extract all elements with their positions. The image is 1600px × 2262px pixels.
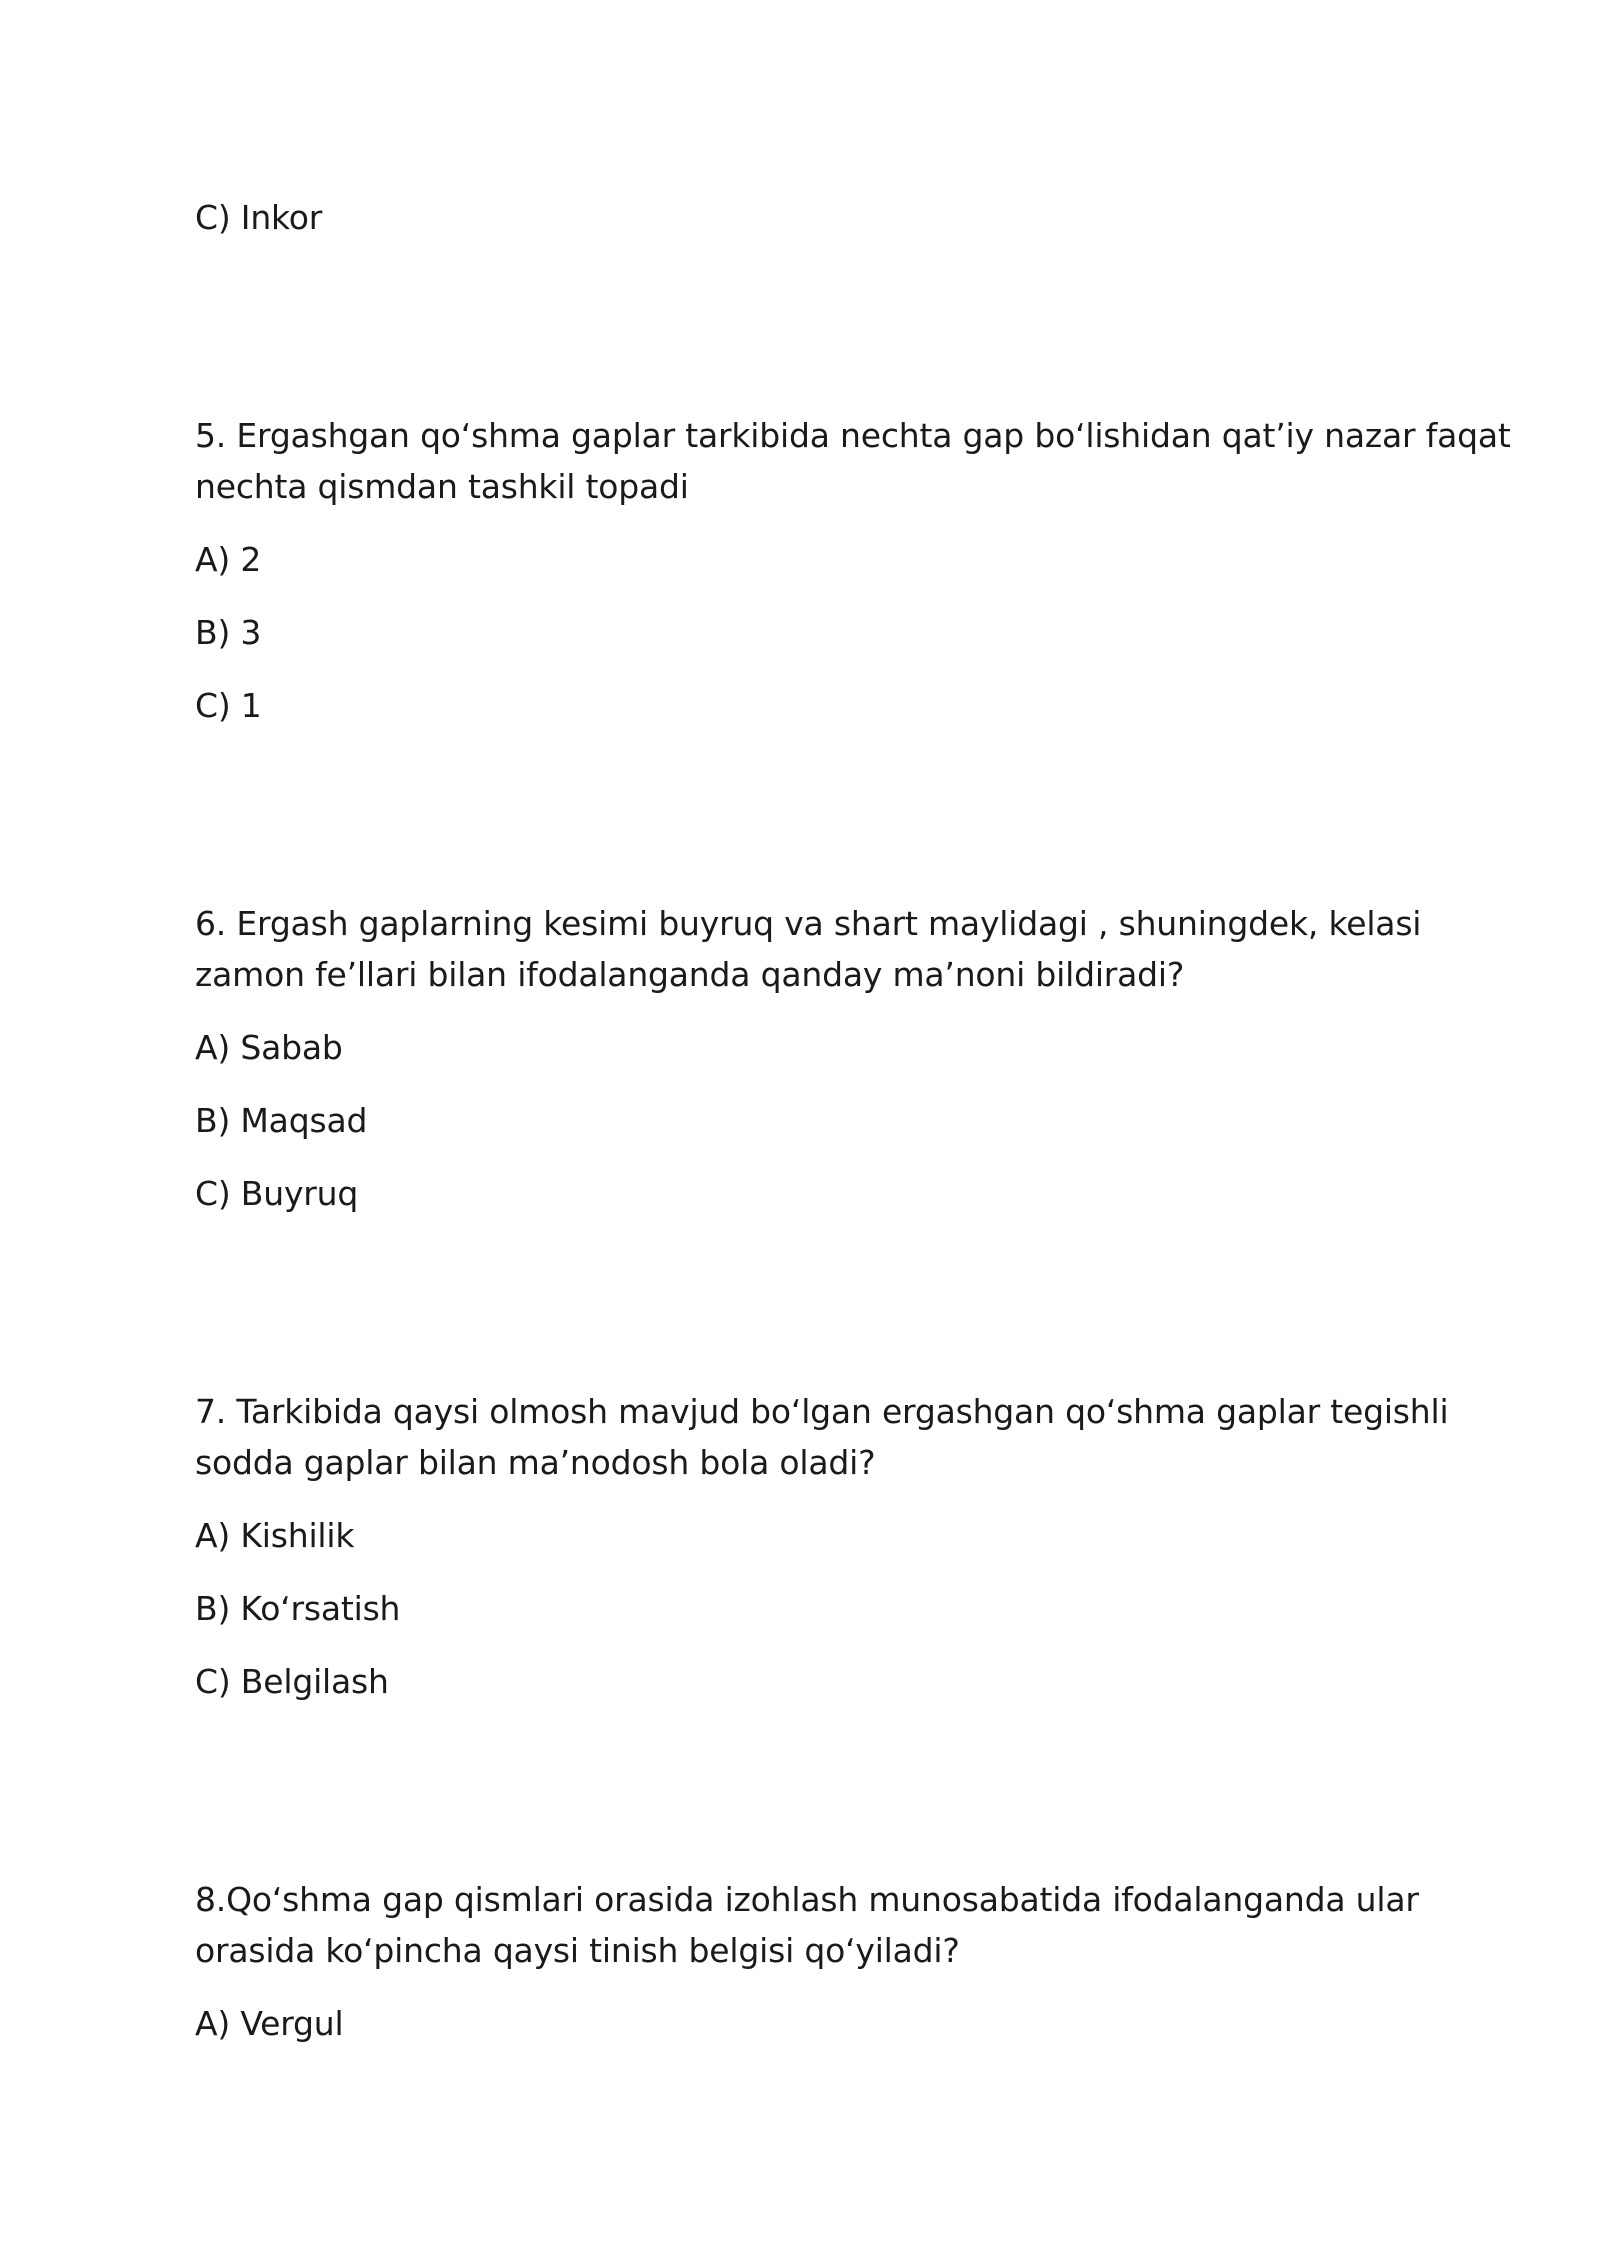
q6-option-b: B) Maqsad <box>195 1101 368 1140</box>
q7-option-b: B) Ko‘rsatish <box>195 1589 401 1628</box>
q5-option-b: B) 3 <box>195 613 262 652</box>
q6-question-line-1: 6. Ergash gaplarning kesimi buyruq va shart maylidagi , shuningdek, kelasi <box>195 904 1422 943</box>
q8-question-line-2: orasida ko‘pincha qaysi tinish belgisi qo‘yiladi? <box>195 1931 960 1970</box>
q5-option-a: A) 2 <box>195 540 262 579</box>
q7-option-c: C) Belgilash <box>195 1662 389 1701</box>
q6-option-c: C) Buyruq <box>195 1174 359 1213</box>
q5-option-c: C) 1 <box>195 686 262 725</box>
q5-question-line-2: nechta qismdan tashkil topadi <box>195 467 689 506</box>
q8-option-a: A) Vergul <box>195 2004 344 2043</box>
q6-option-a: A) Sabab <box>195 1028 343 1067</box>
q7-question-line-1: 7. Tarkibida qaysi olmosh mavjud bo‘lgan ergashgan qo‘shma gaplar tegishli <box>195 1392 1449 1431</box>
q7-question-line-2: sodda gaplar bilan ma’nodosh bola oladi? <box>195 1443 876 1482</box>
q6-question-line-2: zamon fe’llari bilan ifodalanganda qanday ma’noni bildiradi? <box>195 955 1185 994</box>
q5-question-line-1: 5. Ergashgan qo‘shma gaplar tarkibida nechta gap bo‘lishidan qat’iy nazar faqat <box>195 416 1511 455</box>
q8-question-line-1: 8.Qo‘shma gap qismlari orasida izohlash munosabatida ifodalanganda ular <box>195 1880 1419 1919</box>
q4-option-c: C) Inkor <box>195 198 323 237</box>
q7-option-a: A) Kishilik <box>195 1516 355 1555</box>
